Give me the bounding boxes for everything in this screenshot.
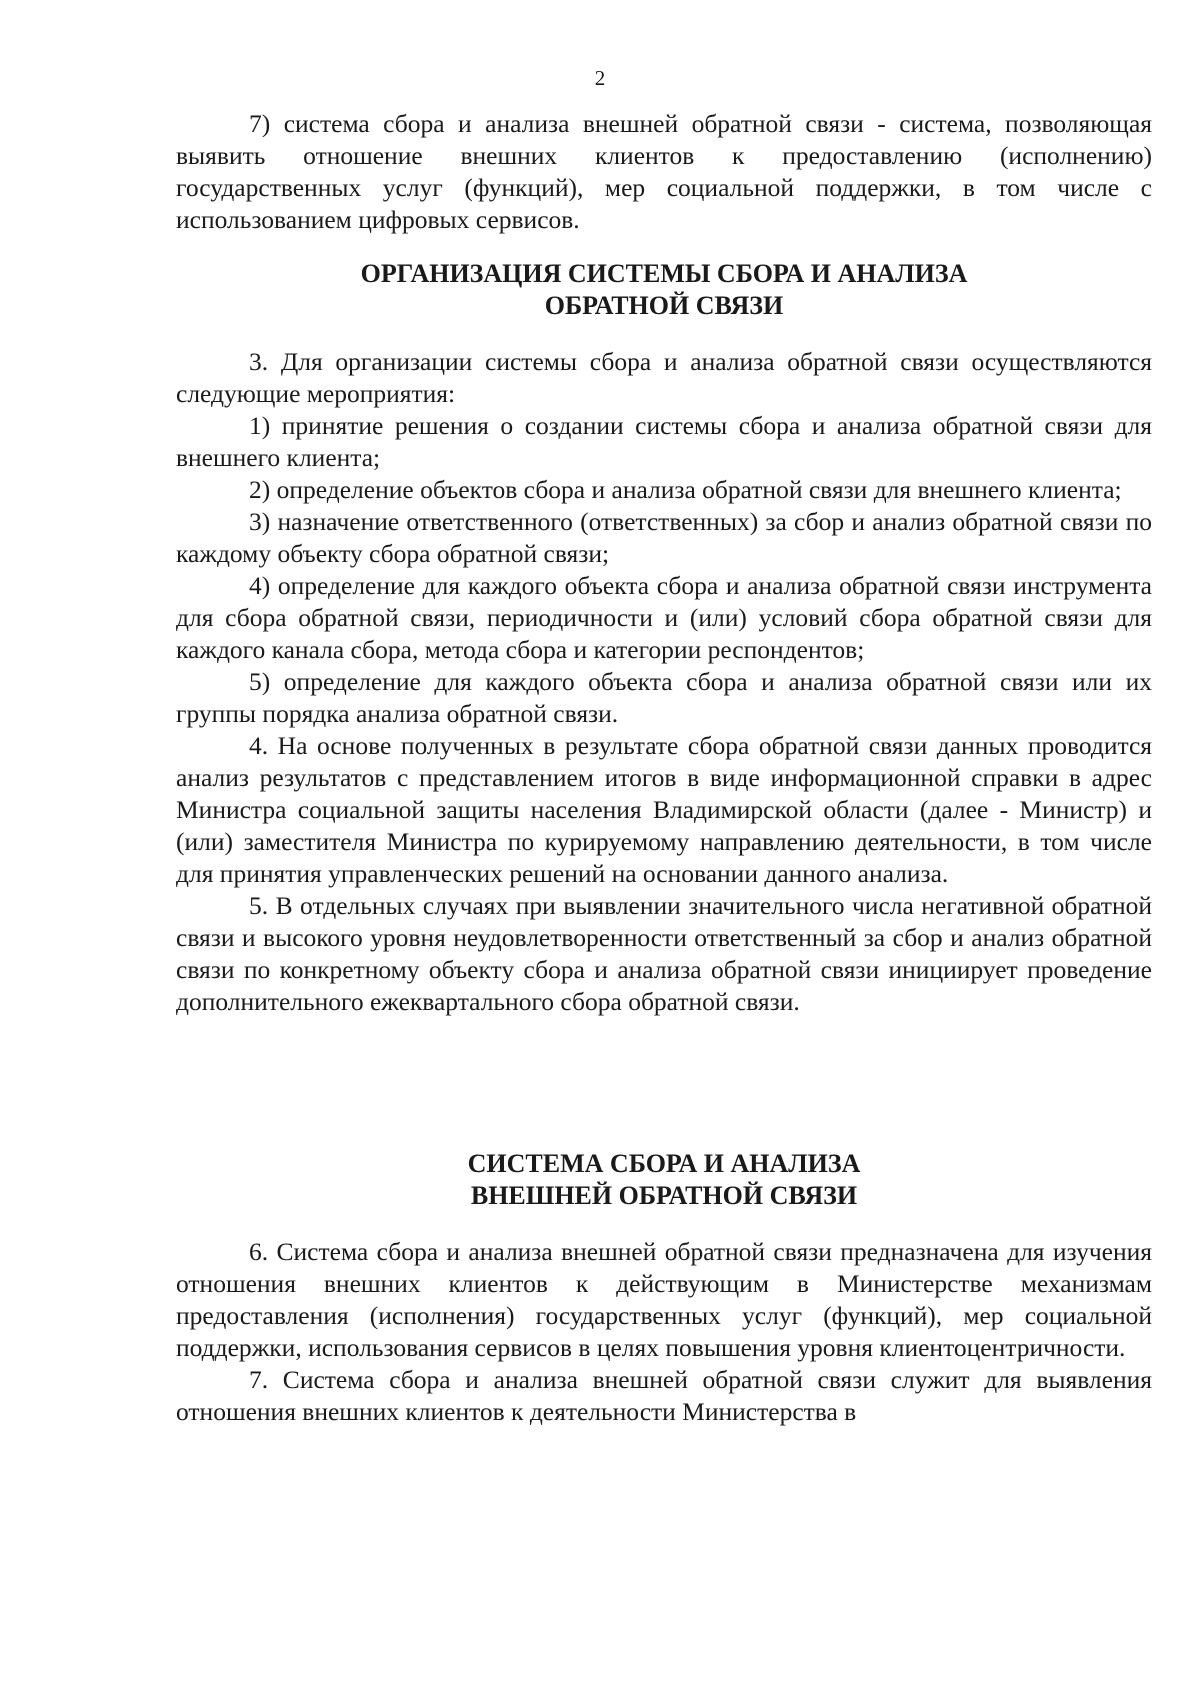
paragraph-intro-7: 7) система сбора и анализа внешней обратной связи - система, позволяющая выявить отношение внешних клиентов к предоставлению (исполнению) государственных услуг (функций), мер социальной поддержки, в том числе с использованием цифровых сервисов. [176, 109, 1152, 234]
list-item-5: 5) определение для каждого объекта сбора и анализа обратной связи или их группы порядка анализа обратной связи. [176, 667, 1152, 728]
section-external-feedback-body [176, 1236, 1152, 1428]
heading-line: ОБРАТНОЙ СВЯЗИ [544, 291, 784, 320]
heading-line: СИСТЕМА СБОРА И АНАЛИЗА [467, 1149, 861, 1178]
section-organization-body [176, 346, 1152, 1018]
page-number: 2 [594, 66, 606, 90]
heading-line: ОРГАНИЗАЦИЯ СИСТЕМЫ СБОРА И АНАЛИЗА [360, 259, 968, 288]
list-item-3: 3) назначение ответственного (ответственных) за сбор и анализ обратной связи по каждому объекту сбора обратной связи; [176, 507, 1152, 568]
paragraph-7: 7. Система сбора и анализа внешней обратной связи служит для выявления отношения внешних клиентов к деятельности Министерства в [176, 1365, 1152, 1426]
paragraph-4: 4. На основе полученных в результате сбора обратной связи данных проводится анализ результатов с представлением итогов в виде информационной справки в адрес Министра социальной защиты населения Владимирской области (далее - Министр) и (или) заместителя Министра по курируемому направлению деятельности, в том числе для принятия управленческих решений на основании данного анализа. [176, 731, 1152, 888]
list-item-2: 2) определение объектов сбора и анализа обратной связи для внешнего клиента; [249, 475, 1122, 504]
paragraph-6: 6. Система сбора и анализа внешней обратной связи предназначена для изучения отношения внешних клиентов к действующим в Министерстве механизмам предоставления (исполнения) государственных услуг (функций), мер социальной поддержки, использования сервисов в целях повышения уровня клиентоцентричности. [176, 1237, 1152, 1362]
heading-line: ВНЕШНЕЙ ОБРАТНОЙ СВЯЗИ [470, 1181, 858, 1210]
section-heading-external-feedback [176, 1148, 1152, 1212]
intro-block [176, 108, 1152, 236]
list-item-4: 4) определение для каждого объекта сбора и анализа обратной связи инструмента для сбора обратной связи, периодичности и (или) условий сбора обратной связи для каждого канала сбора, метода сбора и категории респондентов; [176, 571, 1152, 664]
section-heading-organization [176, 258, 1152, 322]
paragraph-3: 3. Для организации системы сбора и анализа обратной связи осуществляются следующие мероприятия: [176, 347, 1152, 408]
list-item-1: 1) принятие решения о создании системы сбора и анализа обратной связи для внешнего клиента; [176, 411, 1152, 472]
paragraph-5: 5. В отдельных случаях при выявлении значительного числа негативной обратной связи и высокого уровня неудовлетворенности ответственный за сбор и анализ обратной связи по конкретному объекту сбора и анализа обратной связи инициирует проведение дополнительного ежеквартального сбора обратной связи. [176, 891, 1152, 1016]
